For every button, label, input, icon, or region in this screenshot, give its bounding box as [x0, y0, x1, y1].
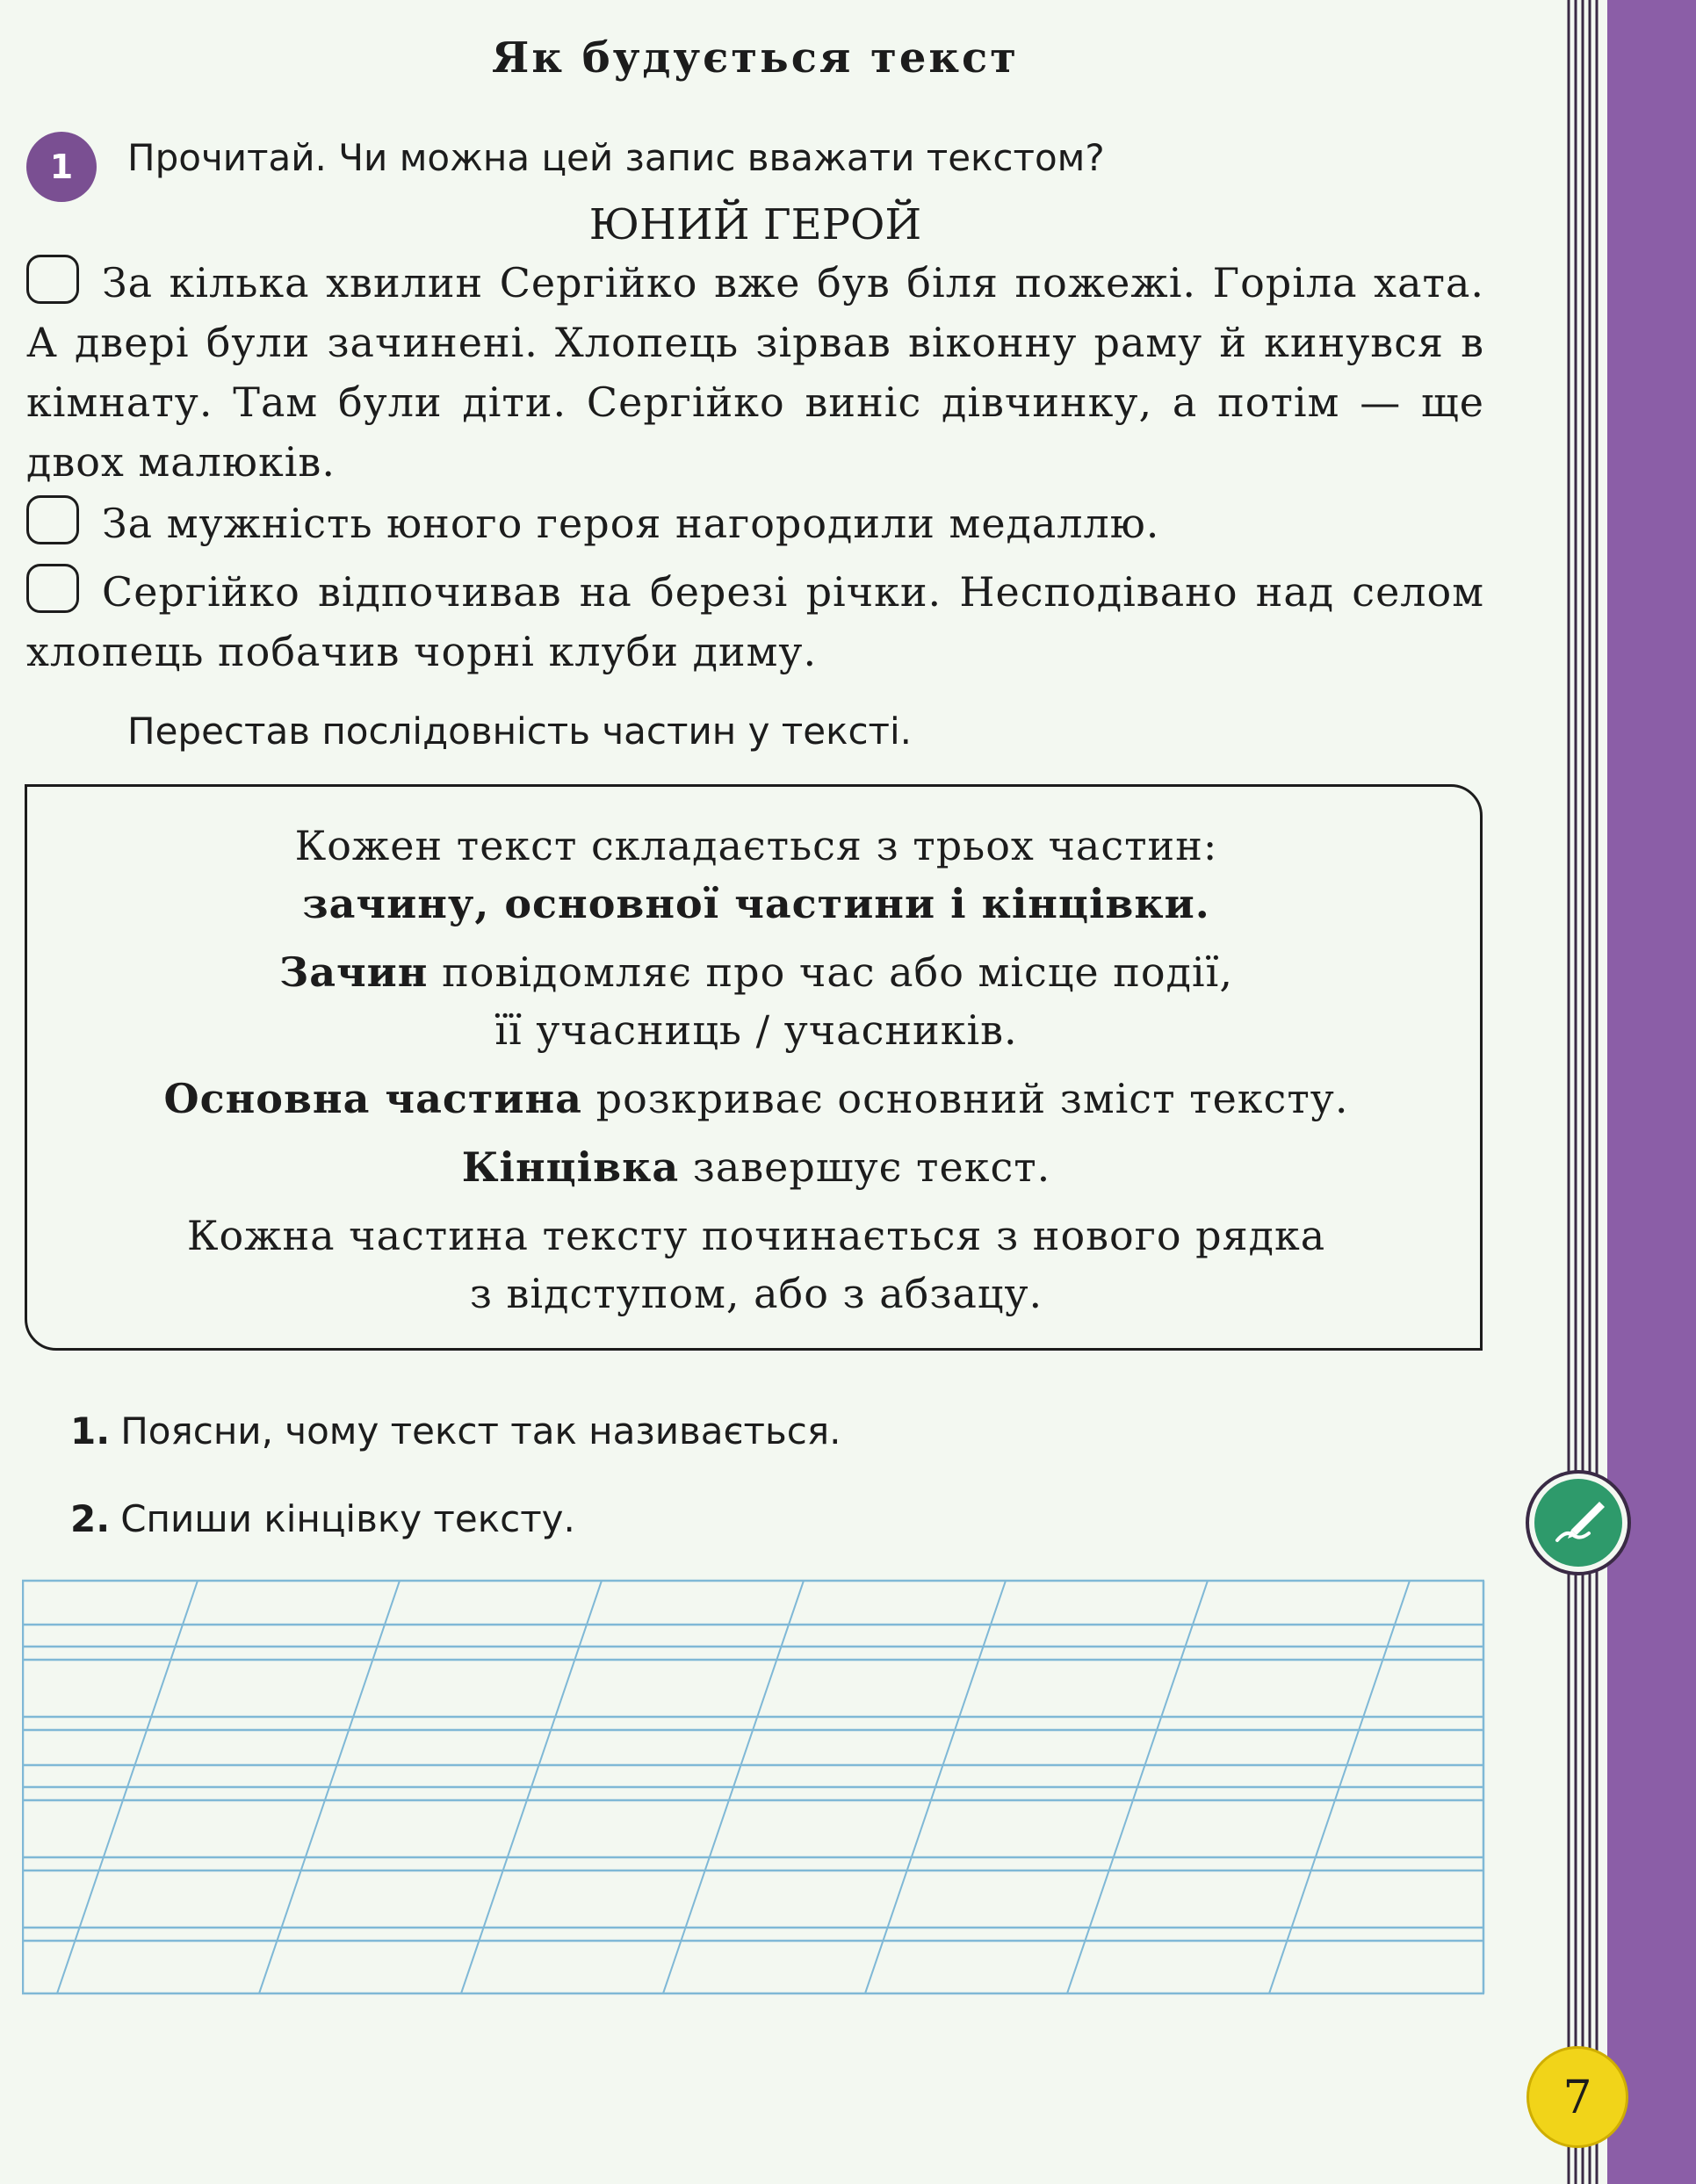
exercise-task: Прочитай. Чи можна цей запис вважати текстом? [127, 136, 1105, 179]
side-accent-band [1599, 0, 1696, 2184]
page-number: 7 [1526, 2046, 1628, 2148]
question-2-num: 2. [70, 1497, 111, 1540]
instruction: Перестав послідовність частин у тексті. [127, 710, 913, 753]
order-checkbox-2[interactable] [26, 495, 79, 544]
rule-box [25, 784, 1483, 1351]
question-1-text: Поясни, чому текст так називається. [120, 1409, 841, 1452]
rule-zachyn [27, 948, 1485, 996]
story-title: ЮНИЙ ГЕРОЙ [588, 200, 922, 249]
question-2-text: Спиши кінцівку тексту. [120, 1497, 575, 1540]
rule-zachyn-text: повідомляє про час або місце події, [442, 948, 1233, 996]
rule-paragraph-1: Кожна частина тексту починається з нового рядка [186, 1212, 1326, 1259]
side-stripes [1555, 0, 1607, 2184]
story-part-2-text: За мужність юного героя нагородили медаллю. [102, 500, 1160, 547]
story-part-1-text: За кілька хвилин Сергійко вже був біля пожежі. Горіла хата. А двері були зачинені. Хлопець зірвав віконну раму й кинувся в кімнату. Там були діти. Сергійко виніс дівчинку, а потім — ще двох малюків. [26, 259, 1484, 486]
story-part-3-text: Сергійко відпочивав на березі річки. Несподівано над селом хлопець побачив чорні клуби диму. [26, 568, 1484, 675]
rule-end-text: завершує текст. [692, 1143, 1051, 1191]
page-title: Як будується текст [491, 33, 1020, 83]
rule-zachyn-term: Зачин [279, 948, 429, 996]
order-checkbox-3[interactable] [26, 564, 79, 613]
exercise-number-badge: 1 [26, 132, 97, 202]
writing-lines-area[interactable] [22, 1576, 1489, 1998]
question-1 [70, 1409, 841, 1452]
rule-main-term: Основна частина [163, 1075, 582, 1122]
rule-main [27, 1075, 1485, 1122]
rule-zachyn-line2: її учасниць / учасників. [494, 1006, 1018, 1054]
question-1-num: 1. [70, 1409, 111, 1452]
rule-paragraph-2: з відступом, або з абзацу. [469, 1270, 1043, 1317]
order-checkbox-1[interactable] [26, 255, 79, 304]
question-2 [70, 1497, 575, 1540]
story-part-3 [26, 562, 1484, 681]
rule-line-2: зачину, основної частини і кінцівки. [302, 880, 1210, 927]
rule-end-term: Кінцівка [461, 1143, 680, 1191]
pen-write-icon [1524, 1468, 1634, 1578]
rule-line-1: Кожен текст складається з трьох частин: [294, 822, 1218, 869]
rule-main-text: розкриває основний зміст тексту. [595, 1075, 1349, 1122]
story-part-1 [26, 253, 1484, 492]
rule-end [27, 1143, 1485, 1191]
story-part-2 [26, 494, 1484, 553]
